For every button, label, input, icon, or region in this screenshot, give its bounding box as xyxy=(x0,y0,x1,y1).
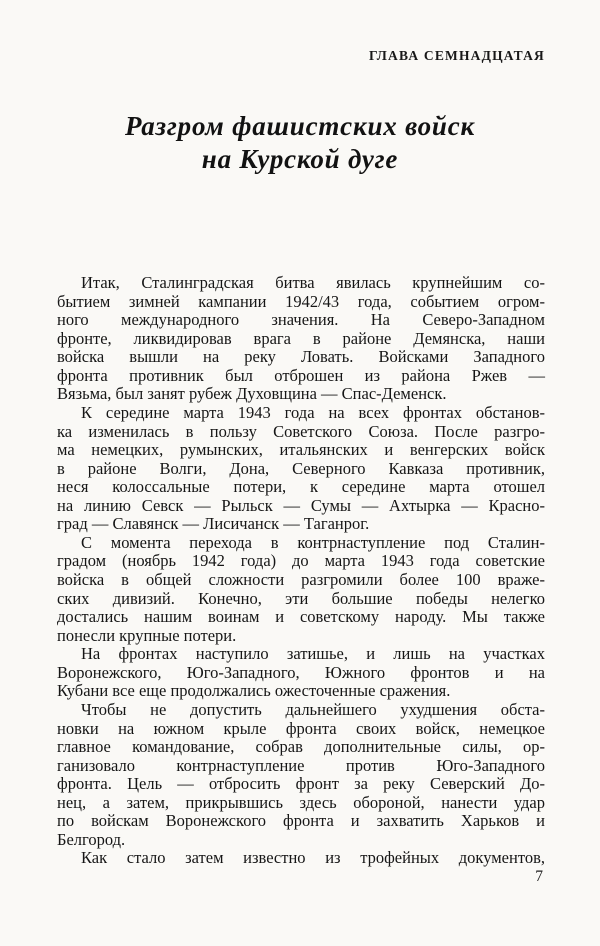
page-title-line-1: Разгром фашистских войск xyxy=(124,111,476,141)
text-line: Белгород. xyxy=(57,829,126,849)
paragraph xyxy=(57,701,545,850)
text-line: нец, а затем, прикрывшись здесь обороной, нанести удар xyxy=(57,792,545,812)
text-line: На фронтах наступило затишье, и лишь на участках xyxy=(81,644,545,664)
page-number: 7 xyxy=(535,868,543,885)
text-line: фронте, ликвидировав врага в районе Демянска, наши xyxy=(57,328,545,348)
text-line: С момента перехода в контрнаступление под Сталин- xyxy=(81,532,545,552)
text-line: Кубани все еще продолжались ожесточенные сражения. xyxy=(57,681,451,701)
text-line: новки на южном крыле фронта своих войск, немецкое xyxy=(57,718,545,738)
text-line: ма немецких, румынских, итальянских и венгерских войск xyxy=(57,440,545,460)
text-line: по войскам Воронежского фронта и захватить Харьков и xyxy=(57,811,545,831)
page-title xyxy=(0,110,600,176)
text-line: Как стало затем известно из трофейных документов, xyxy=(81,848,545,868)
text-line: в районе Волги, Дона, Северного Кавказа противник, xyxy=(57,458,545,478)
text-line: ских дивизий. Конечно, эти большие победы нелегко xyxy=(57,588,545,608)
text-line: фронта противник был отброшен из района Ржев — xyxy=(57,365,545,385)
text-line: Вязьма, был занят рубеж Духовщина — Спас-Деменск. xyxy=(57,384,447,404)
text-line: войска вышли на реку Ловать. Войсками Западного xyxy=(57,347,545,367)
text-line: ного международного значения. На Северо-Западном xyxy=(57,310,545,330)
text-line: главное командование, собрав дополнительные силы, ор- xyxy=(57,737,545,757)
text-line: фронта. Цель — отбросить фронт за реку Северский До- xyxy=(57,774,545,794)
paragraph xyxy=(57,404,545,534)
paragraph xyxy=(57,645,545,701)
paragraph xyxy=(57,849,545,868)
paragraph xyxy=(57,534,545,645)
text-line: неся колоссальные потери, к середине марта отошел xyxy=(57,477,545,497)
text-line: понесли крупные потери. xyxy=(57,625,237,645)
text-line: на линию Севск — Рыльск — Сумы — Ахтырка — Красно- xyxy=(57,495,545,515)
page-title-line-2: на Курской дуге xyxy=(201,144,399,174)
text-line: Чтобы не допустить дальнейшего ухудшения обста- xyxy=(81,699,545,719)
text-line: Воронежского, Юго-Западного, Южного фронтов и на xyxy=(57,662,545,682)
text-line: бытием зимней кампании 1942/43 года, событием огром- xyxy=(57,291,545,311)
body-text xyxy=(57,274,545,868)
text-line: достались нашим воинам и советскому народу. Мы также xyxy=(57,607,545,627)
text-line: войска в общей сложности разгромили более 100 враже- xyxy=(57,570,545,589)
text-line: К середине марта 1943 года на всех фронтах обстанов- xyxy=(81,402,545,422)
chapter-heading: ГЛАВА СЕМНАДЦАТАЯ xyxy=(369,48,545,63)
text-line: град — Славянск — Лисичанск — Таганрог. xyxy=(57,514,370,534)
text-line: Итак, Сталинградская битва явилась крупнейшим со- xyxy=(81,273,545,292)
text-line: ка изменилась в пользу Советского Союза. После разгро- xyxy=(57,421,545,441)
text-line: ганизовало контрнаступление против Юго-Западного xyxy=(57,755,545,775)
text-line: градом (ноябрь 1942 года) до марта 1943 года советские xyxy=(57,551,545,571)
paragraph xyxy=(57,274,545,404)
